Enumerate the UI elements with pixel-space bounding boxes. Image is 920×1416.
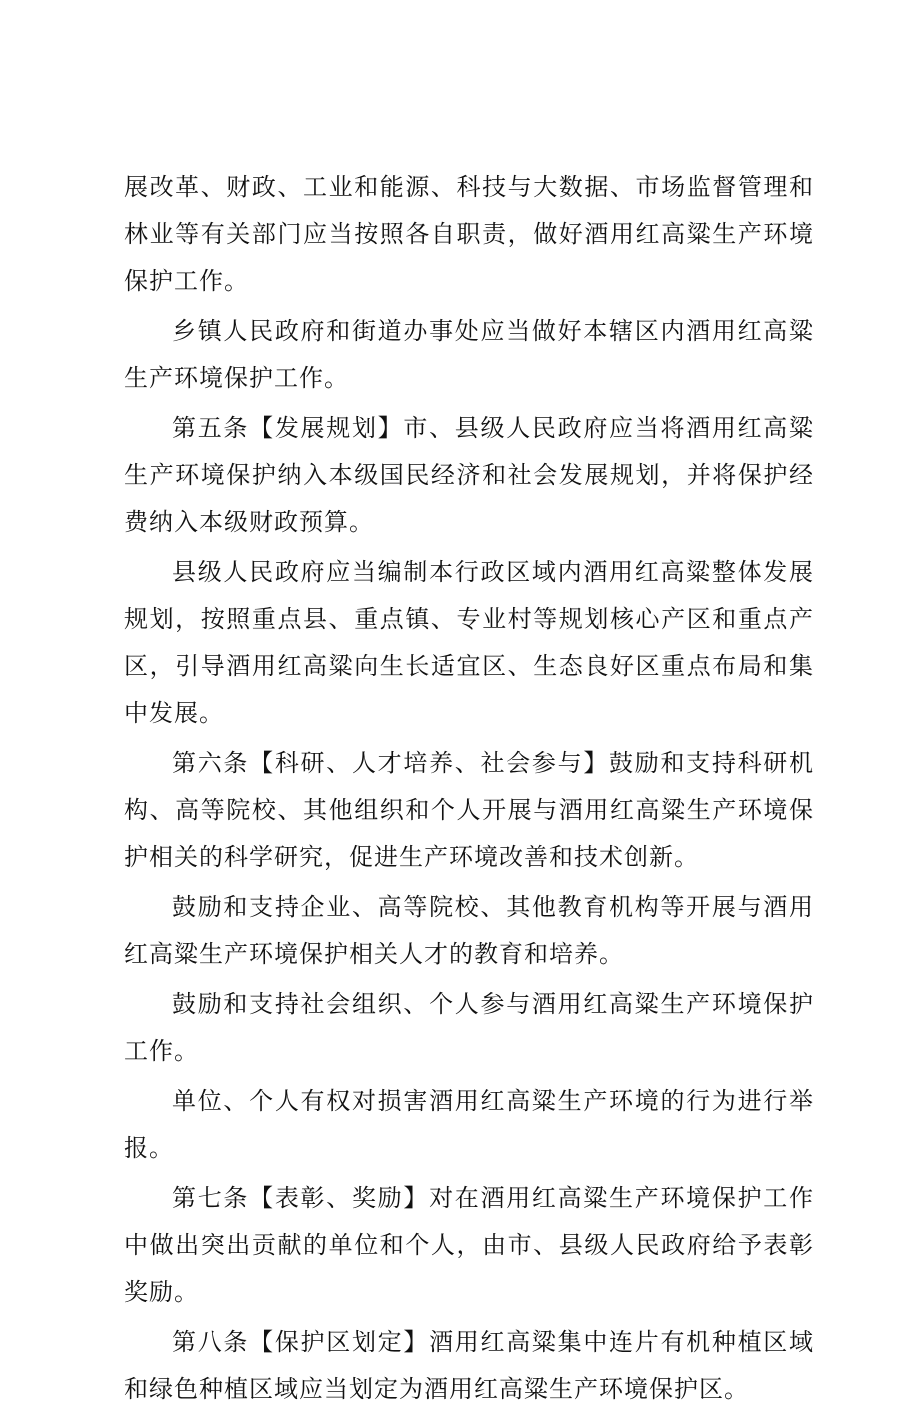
article-5-paragraph: 第五条【发展规划】市、县级人民政府应当将酒用红高粱生产环境保护纳入本级国民经济和社会发展规划，并将保护经费纳入本级财政预算。: [124, 414, 814, 536]
document-body: [124, 164, 814, 1416]
article-6-paragraph: 第六条【科研、人才培养、社会参与】鼓励和支持科研机构、高等院校、其他组织和个人开展与酒用红高粱生产环境保护相关的科学研究，促进生产环境改善和技术创新。: [124, 749, 814, 871]
article-7-paragraph: 第七条【表彰、奖励】对在酒用红高粱生产环境保护工作中做出突出贡献的单位和个人，由市、县级人民政府给予表彰奖励。: [124, 1184, 814, 1306]
paragraph: 单位、个人有权对损害酒用红高粱生产环境的行为进行举报。: [124, 1087, 814, 1162]
paragraph: 县级人民政府应当编制本行政区域内酒用红高粱整体发展规划，按照重点县、重点镇、专业村等规划核心产区和重点产区，引导酒用红高粱向生长适宜区、生态良好区重点布局和集中发展。: [124, 558, 814, 727]
paragraph: 鼓励和支持社会组织、个人参与酒用红高粱生产环境保护工作。: [124, 990, 814, 1065]
article-8-paragraph: 第八条【保护区划定】酒用红高粱集中连片有机种植区域和绿色种植区域应当划定为酒用红高粱生产环境保护区。: [124, 1328, 814, 1403]
paragraph: 乡镇人民政府和街道办事处应当做好本辖区内酒用红高粱生产环境保护工作。: [124, 317, 814, 392]
paragraph: 鼓励和支持企业、高等院校、其他教育机构等开展与酒用红高粱生产环境保护相关人才的教育和培养。: [124, 893, 814, 968]
paragraph-continuation: 展改革、财政、工业和能源、科技与大数据、市场监督管理和林业等有关部门应当按照各自职责，做好酒用红高粱生产环境保护工作。: [124, 173, 814, 295]
